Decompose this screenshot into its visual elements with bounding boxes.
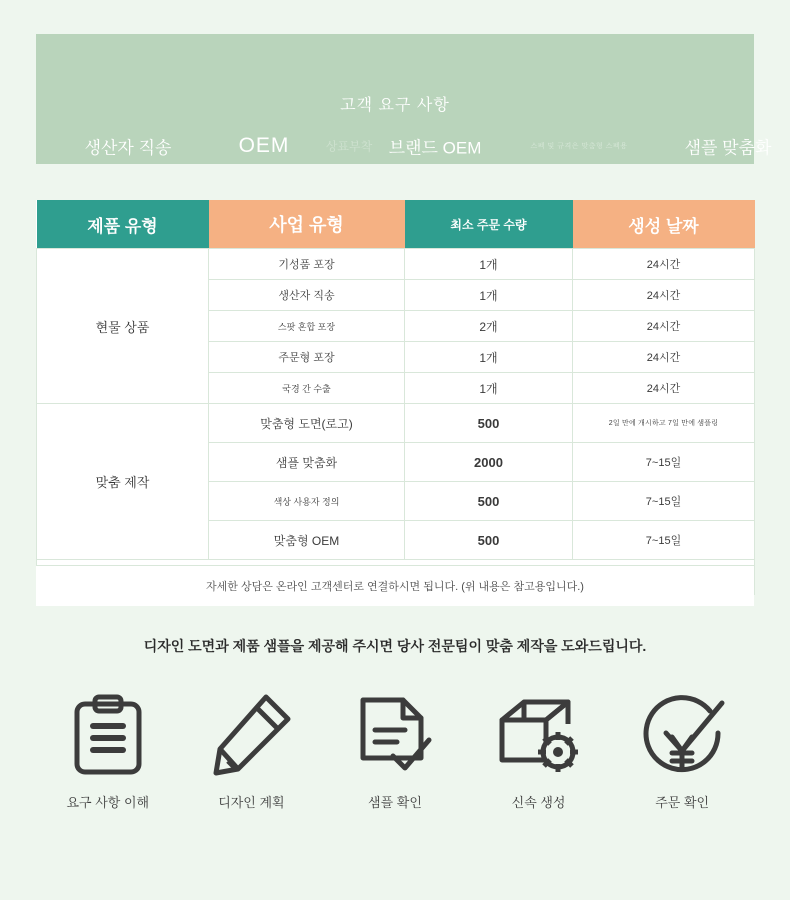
cell-moq: 500 bbox=[405, 482, 573, 521]
process-step bbox=[38, 690, 178, 811]
cell-business-type: 국경 간 수출 bbox=[209, 373, 405, 404]
banner-keyword: 상표부착 bbox=[325, 139, 373, 154]
cell-business-type: 색상 사용자 정의 bbox=[209, 482, 405, 521]
cell-moq: 500 bbox=[405, 521, 573, 560]
table-header-row bbox=[37, 200, 755, 249]
process-step bbox=[325, 690, 465, 811]
banner-keyword: OEM bbox=[238, 134, 290, 157]
cell-lead-time: 24시간 bbox=[573, 342, 755, 373]
column-header-business-type: 사업 유형 bbox=[209, 200, 405, 249]
cell-lead-time: 24시간 bbox=[573, 280, 755, 311]
process-step-label: 신속 생성 bbox=[511, 795, 566, 810]
cell-moq: 500 bbox=[405, 404, 573, 443]
spec-table-wrapper bbox=[36, 200, 754, 595]
category-cell-custom: 맞춤 제작 bbox=[37, 404, 209, 560]
consultation-note-text: 자세한 상담은 온라인 고객센터로 연결하시면 됩니다. (위 내용은 참고용입니다.) bbox=[206, 581, 584, 593]
cell-business-type: 맞춤형 OEM bbox=[209, 521, 405, 560]
cell-lead-time: 24시간 bbox=[573, 249, 755, 280]
requirements-banner bbox=[36, 34, 772, 164]
cell-moq: 2개 bbox=[405, 311, 573, 342]
banner-keyword: 샘플 맞춤화 bbox=[684, 138, 772, 158]
table-row bbox=[37, 249, 755, 280]
banner-keyword: 생산자 직송 bbox=[84, 138, 172, 158]
column-header-lead-time: 생성 날짜 bbox=[573, 200, 755, 249]
column-header-product-type: 제품 유형 bbox=[37, 200, 209, 249]
cell-moq: 2000 bbox=[405, 443, 573, 482]
cell-lead-time: 7~15일 bbox=[573, 443, 755, 482]
cell-moq: 1개 bbox=[405, 342, 573, 373]
process-step-label: 주문 확인 bbox=[655, 795, 710, 810]
process-step-label: 요구 사항 이해 bbox=[66, 795, 150, 810]
process-step bbox=[181, 690, 321, 811]
cell-lead-time: 2일 만에 개시하고 7일 만에 샘플링 bbox=[573, 404, 755, 443]
category-cell-spot: 현물 상품 bbox=[37, 249, 209, 404]
table-row bbox=[37, 404, 755, 443]
cell-business-type: 기성품 포장 bbox=[209, 249, 405, 280]
check-yen-icon bbox=[612, 690, 752, 782]
cell-business-type: 샘플 맞춤화 bbox=[209, 443, 405, 482]
sub-headline: 디자인 도면과 제품 샘플을 제공해 주시면 당사 전문팀이 맞춤 제작을 도와드립니다. bbox=[143, 638, 647, 654]
cell-lead-time: 24시간 bbox=[573, 373, 755, 404]
process-step-label: 샘플 확인 bbox=[368, 795, 422, 810]
spec-table bbox=[36, 200, 755, 595]
clipboard-icon bbox=[38, 690, 178, 782]
cell-moq: 1개 bbox=[405, 373, 573, 404]
process-step bbox=[612, 690, 752, 811]
cell-lead-time: 7~15일 bbox=[573, 521, 755, 560]
document-check-icon bbox=[325, 690, 465, 782]
box-gear-icon bbox=[469, 690, 609, 782]
cell-lead-time: 24시간 bbox=[573, 311, 755, 342]
cell-business-type: 스팟 혼합 포장 bbox=[209, 311, 405, 342]
cell-business-type: 맞춤형 도면(로고) bbox=[209, 404, 405, 443]
process-steps bbox=[36, 690, 754, 840]
banner-keyword: 브랜드 OEM bbox=[388, 138, 482, 158]
banner-title: 고객 요구 사항 bbox=[340, 97, 450, 114]
cell-moq: 1개 bbox=[405, 249, 573, 280]
cell-business-type: 생산자 직송 bbox=[209, 280, 405, 311]
cell-moq: 1개 bbox=[405, 280, 573, 311]
consultation-note bbox=[36, 565, 754, 606]
column-header-moq: 최소 주문 수량 bbox=[405, 200, 573, 249]
cell-lead-time: 7~15일 bbox=[573, 482, 755, 521]
process-step bbox=[469, 690, 609, 811]
cell-business-type: 주문형 포장 bbox=[209, 342, 405, 373]
process-step-label: 디자인 계획 bbox=[218, 795, 285, 810]
banner-keyword: 스펙 및 규격은 맞춤형 스펙용 bbox=[530, 143, 628, 150]
banner-keyword-list bbox=[36, 134, 772, 186]
pencil-icon bbox=[181, 690, 321, 782]
